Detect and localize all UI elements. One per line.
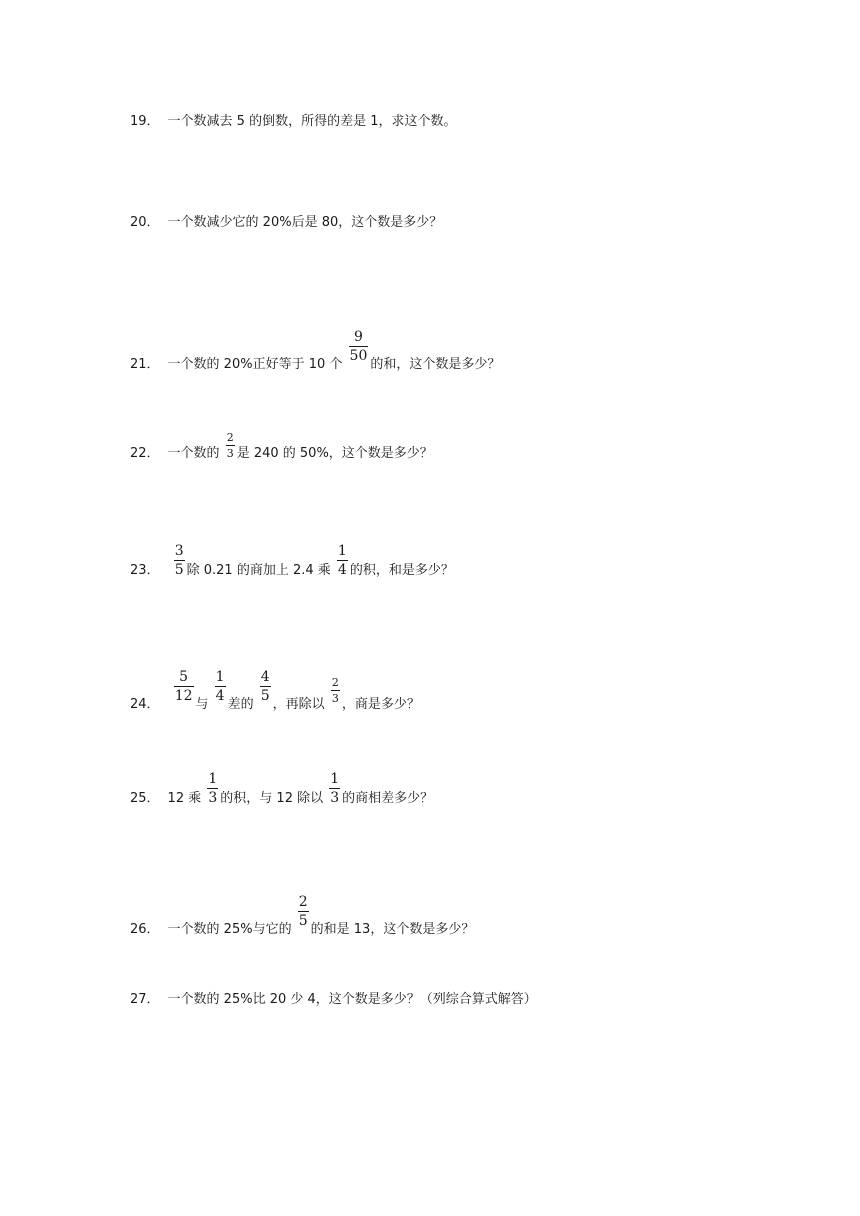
question-text: 的积，与 12 除以: [220, 791, 324, 806]
numerator: 2: [331, 676, 339, 689]
denominator: 3: [331, 692, 339, 705]
question-text: 一个数的 20%正好等于 10 个: [167, 357, 343, 372]
fraction: [226, 432, 235, 459]
fraction: [337, 544, 348, 577]
numerator: 1: [208, 771, 218, 787]
numerator: 1: [330, 771, 340, 787]
question-text: ，再除以: [272, 697, 325, 712]
denominator: 4: [215, 688, 225, 704]
question-text: 与: [195, 697, 209, 712]
question-25: [130, 771, 434, 806]
question-number: 20．: [130, 215, 160, 230]
numerator: 1: [337, 543, 347, 559]
question-21: [130, 329, 501, 372]
denominator: 12: [174, 688, 193, 704]
question-number: 26．: [130, 922, 160, 937]
numerator: 5: [174, 670, 194, 687]
denominator: 50: [349, 348, 368, 364]
question-text: 的积，和是多少？: [349, 563, 454, 578]
question-22: [130, 431, 433, 461]
question-number: 23．: [130, 563, 160, 578]
fraction: [349, 330, 369, 363]
question-number: 21．: [130, 357, 160, 372]
denominator: 5: [298, 913, 308, 929]
question-text: 的商相差多少？: [342, 791, 434, 806]
question-text: 一个数的: [167, 446, 220, 461]
fraction: [174, 670, 194, 703]
question-number: 25．: [130, 791, 160, 806]
fraction: [329, 772, 340, 805]
fraction: [298, 895, 309, 928]
question-text: 12 乘: [167, 791, 202, 806]
fraction: [174, 544, 185, 577]
question-26: [130, 894, 475, 937]
question-text: 差的: [227, 697, 254, 712]
numerator: 2: [298, 894, 308, 910]
fraction: [207, 772, 218, 805]
denominator: 5: [174, 562, 184, 578]
question-text: 一个数减去 5 的倒数，所得的差是 1，求这个数。: [167, 114, 457, 129]
numerator: 4: [260, 669, 270, 685]
fraction: [331, 677, 340, 704]
question-text: 一个数减少它的 20%后是 80，这个数是多少？: [167, 215, 443, 230]
denominator: 3: [330, 790, 340, 806]
question-number: 22．: [130, 446, 160, 461]
question-number: 19．: [130, 114, 160, 129]
question-text: 一个数的 25%与它的: [167, 922, 292, 937]
question-text: 一个数的 25%比 20 少 4，这个数是多少？（列综合算式解答）: [167, 992, 537, 1007]
denominator: 3: [208, 790, 218, 806]
question-text: ，商是多少？: [341, 697, 420, 712]
question-24: [130, 669, 420, 712]
question-text: 除 0.21 的商加上 2.4 乘: [186, 563, 331, 578]
numerator: 3: [174, 543, 184, 559]
denominator: 4: [337, 562, 347, 578]
question-19: [130, 112, 457, 132]
numerator: 1: [215, 669, 225, 685]
question-number: 24．: [130, 697, 160, 712]
numerator: 2: [226, 431, 234, 444]
fraction: [260, 670, 271, 703]
numerator: 9: [349, 330, 369, 347]
fraction: [215, 670, 226, 703]
question-number: 27．: [130, 992, 160, 1007]
question-27: [130, 990, 537, 1010]
question-text: 是 240 的 50%，这个数是多少？: [236, 446, 433, 461]
denominator: 3: [226, 447, 234, 460]
question-text: 的和，这个数是多少？: [370, 357, 501, 372]
question-text: 的和是 13，这个数是多少？: [310, 922, 475, 937]
denominator: 5: [260, 688, 270, 704]
question-23: [130, 543, 454, 578]
question-20: [130, 213, 442, 233]
